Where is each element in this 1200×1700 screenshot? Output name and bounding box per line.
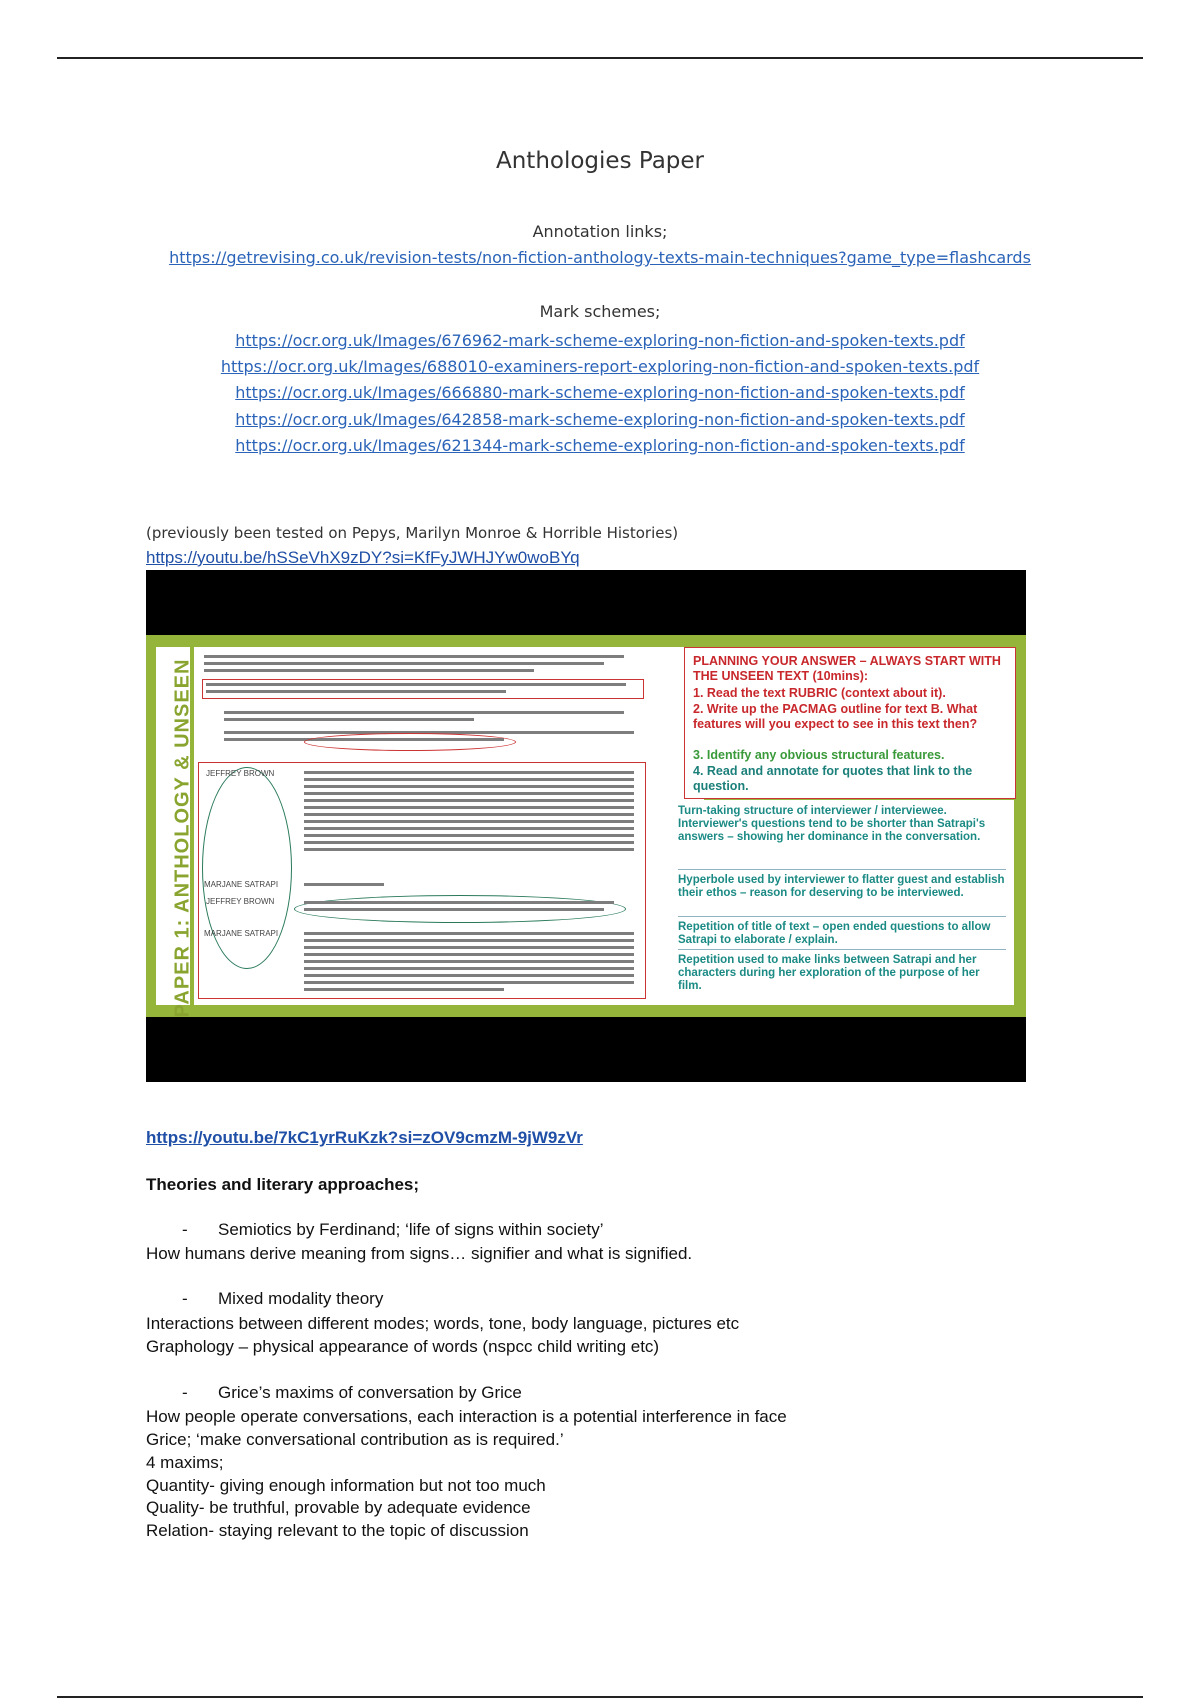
text-line — [304, 785, 634, 788]
text-line — [304, 960, 634, 963]
page-title: Anthologies Paper — [495, 148, 704, 174]
speaker-name: JEFFREY BROWN — [206, 897, 275, 906]
slide-title-bar — [156, 647, 194, 1018]
text-line — [224, 711, 624, 714]
bullet-text: Grice’s maxims of conversation by Grice — [218, 1383, 522, 1402]
youtube-link-1[interactable]: https://youtu.be/hSSeVhX9zDY?si=KfFyJWHJYw0woBYq — [146, 548, 580, 567]
planning-item: 1. Read the text RUBRIC (context about it). — [693, 686, 946, 700]
bullet-dash: - — [182, 1289, 188, 1308]
bullet-dash: - — [182, 1383, 188, 1402]
mark-scheme-link[interactable]: https://ocr.org.uk/Images/642858-mark-scheme-exploring-non-fiction-and-spoken-texts.pdf — [235, 409, 965, 429]
grice-line: Relation- staying relevant to the topic of discussion — [146, 1521, 529, 1540]
mark-scheme-link[interactable]: https://ocr.org.uk/Images/688010-examiners-report-exploring-non-fiction-and-spoken-texts.pdf — [220, 357, 980, 377]
text-line — [304, 988, 504, 991]
text-line — [304, 806, 634, 809]
red-oval-annotation — [304, 733, 516, 751]
exam-paper-scan — [194, 647, 704, 1005]
bullet-dash: - — [182, 1220, 188, 1239]
text-line — [304, 820, 634, 823]
text-line — [304, 813, 634, 816]
mark-scheme-link-list — [0, 328, 1200, 459]
text-line — [304, 841, 634, 844]
previously-tested-note: (previously been tested on Pepys, Marilyn Monroe & Horrible Histories) — [146, 524, 679, 542]
text-line — [304, 908, 604, 911]
grice-line: How people operate conversations, each interaction is a potential interference in face — [146, 1407, 787, 1426]
speaker-name: JEFFREY BROWN — [206, 769, 275, 778]
bullet-grice — [182, 1383, 522, 1403]
mark-scheme-link[interactable]: https://ocr.org.uk/Images/666880-mark-scheme-exploring-non-fiction-and-spoken-texts.pdf — [235, 383, 965, 403]
bullet-text: Semiotics by Ferdinand; ‘life of signs within society’ — [218, 1220, 604, 1239]
planning-item: 4. Read and annotate for quotes that link to the question. — [693, 764, 973, 793]
annotation-links-label: Annotation links; — [532, 222, 668, 241]
planning-title: PLANNING YOUR ANSWER – ALWAYS START WITH THE UNSEEN TEXT (10mins): — [693, 654, 1001, 683]
youtube-link-2[interactable]: https://youtu.be/7kC1yrRuKzk?si=zOV9cmzM-9jW9zVr — [146, 1128, 583, 1147]
bullet-mixed-modality — [182, 1289, 384, 1309]
text-line — [224, 718, 474, 721]
bullet-text: Mixed modality theory — [218, 1289, 384, 1308]
text-line — [204, 669, 534, 672]
speaker-name: MARJANE SATRAPI — [204, 929, 279, 938]
annotation-notes — [674, 800, 1014, 1005]
text-line — [304, 799, 634, 802]
text-line — [304, 946, 634, 949]
annotation-note: Hyperbole used by interviewer to flatter guest and establish their ethos – reason for deserving to be interviewed. — [678, 874, 1006, 917]
planning-item: 3. Identify any obvious structural features. — [693, 748, 945, 762]
text-line — [304, 932, 634, 935]
text-line — [204, 662, 604, 665]
text-line — [304, 792, 634, 795]
modality-line: Graphology – physical appearance of words (nspcc child writing etc) — [146, 1337, 660, 1356]
green-oval-annotation — [202, 767, 292, 969]
text-line — [204, 655, 624, 658]
slide-image — [146, 635, 1026, 1017]
grice-line: 4 maxims; — [146, 1453, 224, 1472]
theories-heading: Theories and literary approaches; — [146, 1175, 420, 1194]
annotation-note: Turn-taking structure of interviewer / interviewee. Interviewer's questions tend to be shorter than Satrapi's answers – showing her dominance in the conversation. — [678, 805, 1006, 870]
text-line — [206, 683, 626, 686]
semiotics-description: How humans derive meaning from signs… signifier and what is signified. — [146, 1244, 693, 1263]
mark-scheme-link[interactable]: https://ocr.org.uk/Images/621344-mark-scheme-exploring-non-fiction-and-spoken-texts.pdf — [235, 435, 965, 455]
top-rule — [57, 57, 1143, 59]
planning-box — [684, 647, 1016, 799]
slide-title: PAPER 1: ANTHOLOGY & UNSEEN — [171, 658, 194, 1018]
modality-line: Interactions between different modes; words, tone, body language, pictures etc — [146, 1314, 740, 1333]
bullet-semiotics — [182, 1220, 604, 1240]
text-line — [304, 953, 634, 956]
planning-item: 2. Write up the PACMAG outline for text B. What features will you expect to see in this text then? — [693, 702, 978, 731]
annotation-note: Repetition of title of text – open ended questions to allow Satrapi to elaborate / explain. — [678, 921, 1006, 950]
text-line — [304, 827, 634, 830]
text-line — [304, 883, 384, 886]
grice-line: Grice; ‘make conversational contribution as is required.’ — [146, 1430, 564, 1449]
video-thumbnail[interactable] — [146, 570, 1026, 1082]
speaker-name: MARJANE SATRAPI — [204, 880, 279, 889]
red-frame — [202, 679, 644, 699]
annotation-note: Repetition used to make links between Satrapi and her characters during her exploration of the purpose of her film. — [678, 954, 980, 992]
text-line — [304, 967, 634, 970]
text-line — [304, 974, 634, 977]
bottom-rule — [57, 1696, 1143, 1698]
text-line — [304, 778, 634, 781]
mark-schemes-label: Mark schemes; — [539, 302, 661, 321]
text-line — [304, 848, 634, 851]
text-line — [304, 939, 634, 942]
grice-line: Quality- be truthful, provable by adequate evidence — [146, 1498, 531, 1517]
text-line — [304, 834, 634, 837]
grice-line: Quantity- giving enough information but not too much — [146, 1476, 546, 1495]
annotation-link[interactable]: https://getrevising.co.uk/revision-tests/non-fiction-anthology-texts-main-techniques?game_type=flashcards — [169, 248, 1031, 267]
text-line — [304, 981, 634, 984]
text-line — [304, 901, 614, 904]
text-line — [304, 771, 634, 774]
mark-scheme-link[interactable]: https://ocr.org.uk/Images/676962-mark-scheme-exploring-non-fiction-and-spoken-texts.pdf — [235, 331, 965, 350]
text-line — [206, 690, 506, 693]
